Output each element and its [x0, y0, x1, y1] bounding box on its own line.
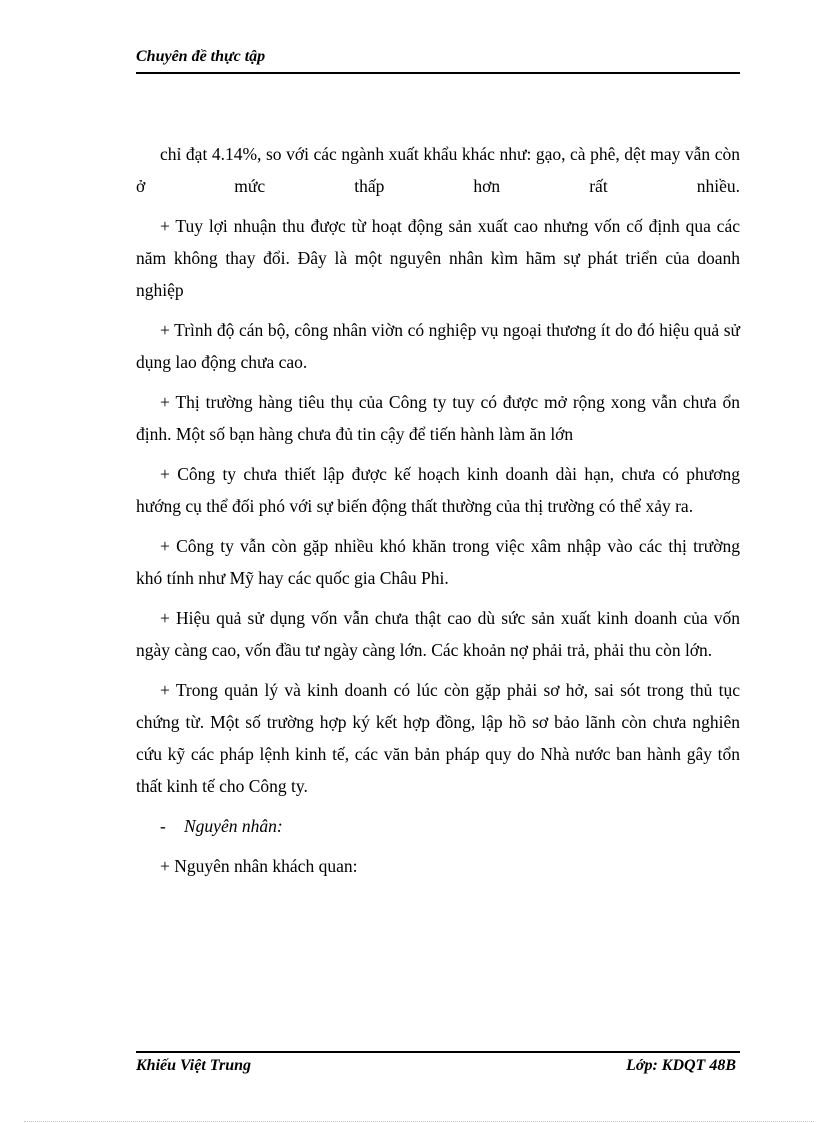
paragraph-1: chỉ đạt 4.14%, so với các ngành xuất khẩu khác như: gạo, cà phê, dệt may vẫn còn ở mức thấp hơn rất nhiều.	[136, 144, 740, 196]
footer-author: Khiếu Việt Trung	[136, 1057, 251, 1074]
footer-class: Lớp: KDQT 48B	[626, 1057, 736, 1074]
bullet-dash: -	[160, 816, 166, 836]
header-title: Chuyên đề thực tập	[136, 48, 266, 65]
page-footer	[136, 1051, 740, 1079]
page-edge-divider	[24, 1121, 814, 1122]
paragraph-4: + Thị trường hàng tiêu thụ của Công ty tuy có được mở rộng xong vẫn chưa ổn định. Một số bạn hàng chưa đủ tin cậy để tiến hành làm ăn lớn	[136, 392, 740, 444]
bullet-item	[136, 810, 740, 842]
paragraph-2: + Tuy lợi nhuận thu được từ hoạt động sản xuất cao nhưng vốn cố định qua các năm không thay đổi. Đây là một nguyên nhân kìm hãm sự phát triển của doanh nghiệp	[136, 216, 740, 300]
paragraph-5: + Công ty chưa thiết lập được kế hoạch kinh doanh dài hạn, chưa có phương hướng cụ thể đối phó với sự biến động thất thường của thị trường có thể xảy ra.	[136, 464, 740, 516]
document-body	[136, 138, 740, 890]
paragraph-8: + Trong quản lý và kinh doanh có lúc còn gặp phải sơ hở, sai sót trong thủ tục chứng từ. Một số trường hợp ký kết hợp đồng, lập hồ sơ bảo lãnh còn chưa nghiên cứu kỹ các pháp lệnh kinh tế, các văn bản pháp quy do Nhà nước ban hành gây tổn thất kinh tế cho Công ty.	[136, 680, 740, 796]
paragraph-3: + Trình độ cán bộ, công nhân viờn có nghiệp vụ ngoại thương ít do đó hiệu quả sử dụng lao động chưa cao.	[136, 320, 740, 372]
paragraph-last: + Nguyên nhân khách quan:	[160, 856, 358, 876]
page-header	[136, 46, 740, 74]
paragraph-7: + Hiệu quả sử dụng vốn vẫn chưa thật cao dù sức sản xuất kinh doanh của vốn ngày càng cao, vốn đầu tư ngày càng lớn. Các khoản nợ phải trả, phải thu còn lớn.	[136, 608, 740, 660]
paragraph-6: + Công ty vẫn còn gặp nhiều khó khăn trong việc xâm nhập vào các thị trường khó tính như Mỹ hay các quốc gia Châu Phi.	[136, 536, 740, 588]
bullet-label: Nguyên nhân:	[184, 816, 283, 836]
